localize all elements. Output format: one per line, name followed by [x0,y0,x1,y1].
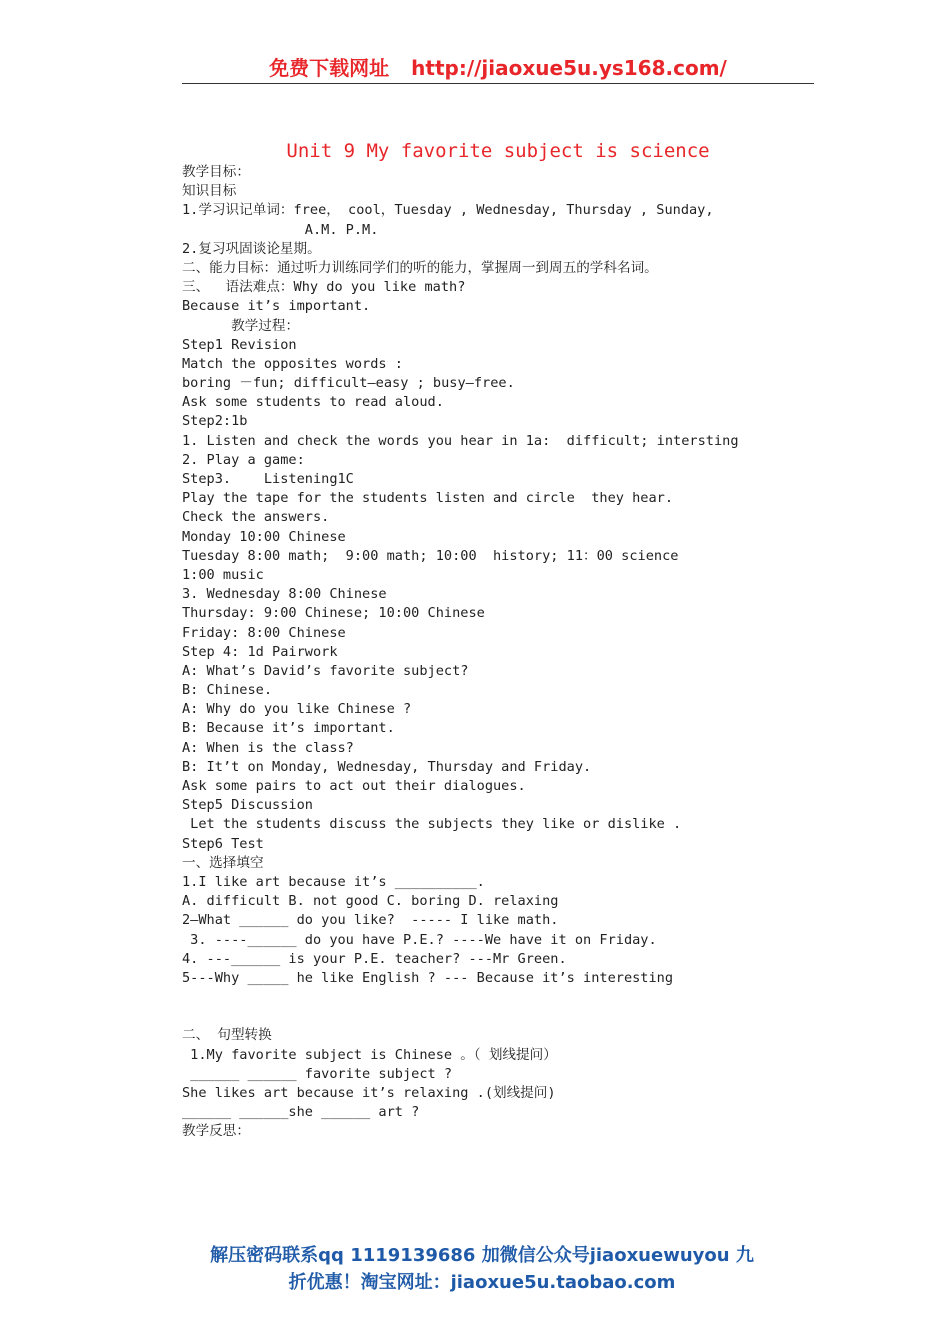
document-line: Match the opposites words : [182,355,403,372]
document-line: Monday 10:00 Chinese [182,528,346,545]
document-line: 1. Listen and check the words you hear in 1a: difficult; intersting [182,432,739,449]
document-line: 教学反思： [182,1123,250,1140]
document-line: B: Chinese. [182,682,273,699]
page-footer [182,1242,782,1296]
document-line: Friday: 8:00 Chinese [182,624,346,641]
document-line: Play the tape for the students listen and circle they hear. [182,490,674,507]
document-line: Step3. Listening1C [182,471,354,487]
document-line: She likes art because it’s relaxing .(划线提问) [182,1085,556,1101]
document-line: A.M. P.M. [182,221,379,238]
document-line: 一、选择填空 [182,854,264,871]
footer-line-2: 折优惠！淘宝网址：jiaoxue5u.taobao.com [288,1272,676,1293]
document-line: 2—What ______ do you like? ----- I like math. [182,912,559,929]
document-line [182,988,822,1007]
document-line: 三、 语法难点：Why do you like math? [182,279,466,296]
header-divider [182,83,814,84]
document-line: Tuesday 8:00 math; 9:00 math; 10:00 history; 11：00 science [182,547,679,564]
document-line: 4. ---______ is your P.E. teacher? ---Mr Green. [182,950,567,967]
document-line: Step1 Revision [182,336,297,353]
document-line: B: Because it’s important. [182,720,395,737]
document-line: Step 4: 1d Pairwork [182,643,338,660]
document-line: 2. Play a game: [182,451,305,468]
document-line: A: What’s David’s favorite subject? [182,662,469,679]
document-line: B: It’t on Monday, Wednesday, Thursday and Friday. [182,758,592,775]
document-line: Step2:1b [182,413,248,430]
document-line: Let the students discuss the subjects they like or dislike . [182,816,682,833]
document-line: 教学过程： [182,317,300,334]
document-line: ______ ______she ______ art ? [182,1104,420,1121]
document-line: A: Why do you like Chinese ? [182,701,412,718]
document-line: 1.学习识记单词：free， cool，Tuesday , Wednesday, Thursday , Sunday, [182,202,714,219]
document-line: A. difficult B. not good C. boring D. relaxing [182,893,559,910]
download-url-link[interactable]: http://jiaoxue5u.ys168.com/ [411,56,727,80]
document-line: 1.My favorite subject is Chinese 。（ 划线提问） [182,1046,557,1063]
document-line [182,1007,822,1026]
document-line: 3. Wednesday 8:00 Chinese [182,586,387,603]
document-line: A: When is the class? [182,739,354,756]
document-line: 3. ----______ do you have P.E.? ----We have it on Friday. [182,931,657,948]
document-line: ______ ______ favorite subject ? [182,1065,453,1082]
document-line: 1:00 music [182,566,264,583]
document-body [182,163,822,1142]
document-line: boring －fun; difficult—easy ; busy—free. [182,375,515,392]
document-line: Step5 Discussion [182,797,313,814]
document-line: 5---Why _____ he like English ? --- Because it’s interesting [182,969,674,986]
document-line: 知识目标 [182,183,237,200]
download-label: 免费下载网址 [269,56,390,80]
document-line: Check the answers. [182,509,330,526]
footer-line-1: 解压密码联系qq 1119139686 加微信公众号jiaoxuewuyou 九 [210,1245,754,1266]
document-line: 1.I like art because it’s __________. [182,873,485,890]
document-line: 2.复习巩固谈论星期。 [182,240,321,257]
document-line: Because it’s important. [182,298,371,315]
document-line: 二、能力目标：通过听力训练同学们的听的能力，掌握周一到周五的学科名词。 [182,259,658,276]
document-line: Step6 Test [182,835,264,852]
document-line: 教学目标： [182,164,250,180]
document-line: 二、 句型转换 [182,1027,272,1044]
page-header [182,54,814,82]
document-line: Ask some pairs to act out their dialogues. [182,778,526,794]
document-title: Unit 9 My favorite subject is science [286,140,710,162]
document-line: Thursday: 9:00 Chinese; 10:00 Chinese [182,605,485,622]
document-line: Ask some students to read aloud. [182,394,444,411]
